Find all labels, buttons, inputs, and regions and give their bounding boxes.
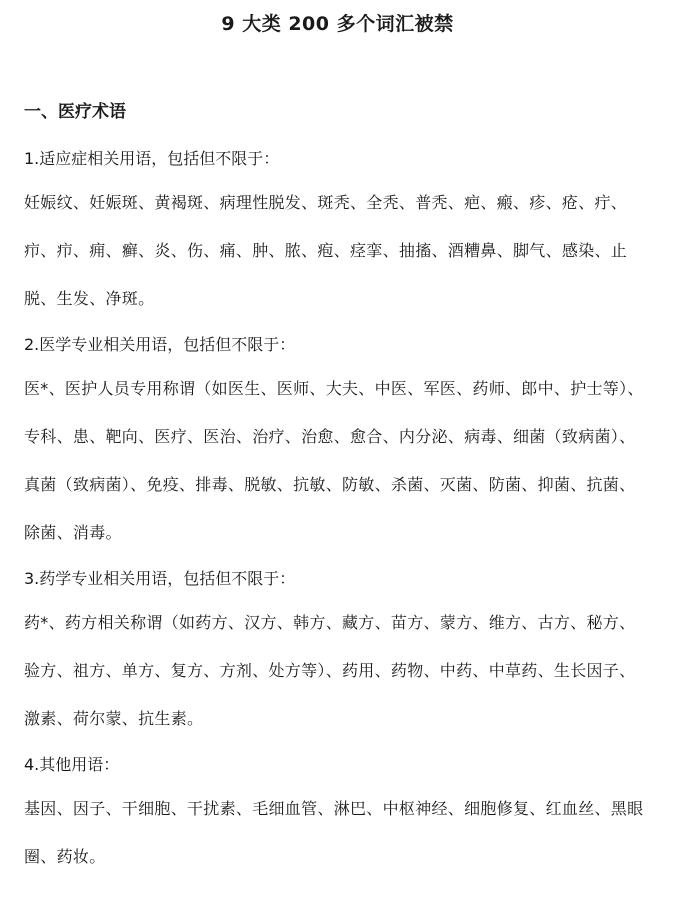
section-medical-terms bbox=[24, 100, 651, 881]
term-list-medical-profession: 医*、医护人员专用称谓（如医生、医师、大夫、中医、军医、药师、郎中、护士等）、专科、患、靶向、医疗、医治、治疗、治愈、愈合、内分泌、病毒、细菌（致病菌）、真菌（致病菌）、免疫、排毒、脱敏、抗敏、防敏、杀菌、灭菌、防菌、抑菌、抗菌、除菌、消毒。 bbox=[24, 379, 644, 542]
term-list-indications: 妊娠纹、妊娠斑、黄褐斑、病理性脱发、斑秃、全秃、普秃、疤、瘢、疹、疮、疔、疖、疖、痈、癣、炎、伤、痛、肿、脓、疱、痉挛、抽搐、酒糟鼻、脚气、感染、止脱、生发、净斑。 bbox=[24, 193, 628, 308]
subheading-medical-profession: 2.医学专业相关用语，包括但不限于： bbox=[24, 335, 296, 354]
subheading-pharmacy: 3.药学专业相关用语，包括但不限于： bbox=[24, 569, 296, 588]
term-list-other: 基因、因子、干细胞、干扰素、毛细血管、淋巴、中枢神经、细胞修复、红血丝、黑眼圈、药妆。 bbox=[24, 799, 644, 866]
term-list-pharmacy: 药*、药方相关称谓（如药方、汉方、韩方、藏方、苗方、蒙方、维方、古方、秘方、验方、祖方、单方、复方、方剂、处方等）、药用、药物、中药、中草药、生长因子、激素、荷尔蒙、抗生素。 bbox=[24, 613, 636, 728]
section-heading: 一、医疗术语 bbox=[24, 102, 126, 122]
subheading-other: 4.其他用语： bbox=[24, 755, 120, 774]
document-title: 9 大类 200 多个词汇被禁 bbox=[221, 13, 454, 35]
subheading-indications: 1.适应症相关用语，包括但不限于： bbox=[24, 149, 280, 168]
